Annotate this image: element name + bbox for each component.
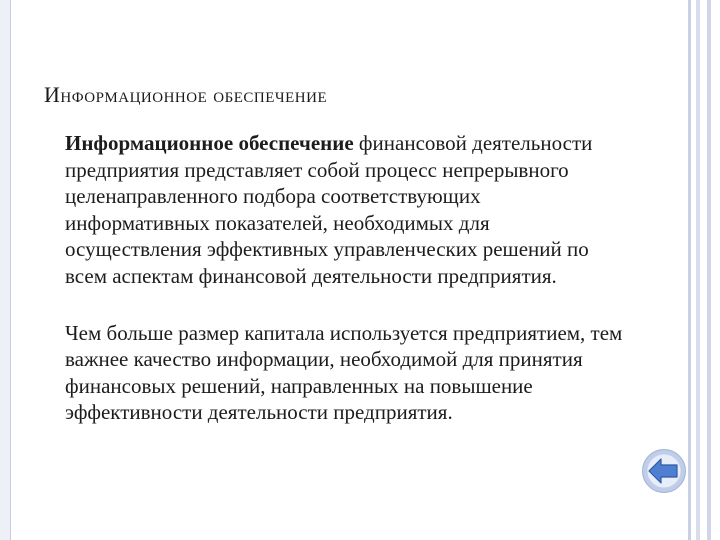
definition-term: Информационное обеспечение bbox=[65, 131, 354, 155]
right-decorative-line bbox=[707, 0, 711, 540]
definition-text: финансовой деятельности предприятия представляет собой процесс непрерывного целенаправленного подбора соответствующих информативных показателей, необходимых для осуществления эффективных управленческих решений по всем аспектам финансовой деятельности предприятия. bbox=[65, 131, 593, 288]
paragraph-capital: Чем больше размер капитала используется предприятием, тем важнее качество информации, необходимой для принятия финансовых решений, направленных на повышение эффективности деятельности предприятия. bbox=[65, 320, 623, 425]
slide-body bbox=[65, 130, 625, 426]
arrow-left-icon bbox=[641, 448, 687, 494]
slide-title: Информационное обеспечение bbox=[44, 82, 328, 107]
paragraph-definition bbox=[65, 130, 625, 290]
right-decorative-line bbox=[688, 0, 691, 540]
back-button[interactable] bbox=[641, 448, 687, 494]
left-decorative-strip bbox=[0, 0, 11, 540]
right-decorative-line bbox=[696, 0, 700, 540]
